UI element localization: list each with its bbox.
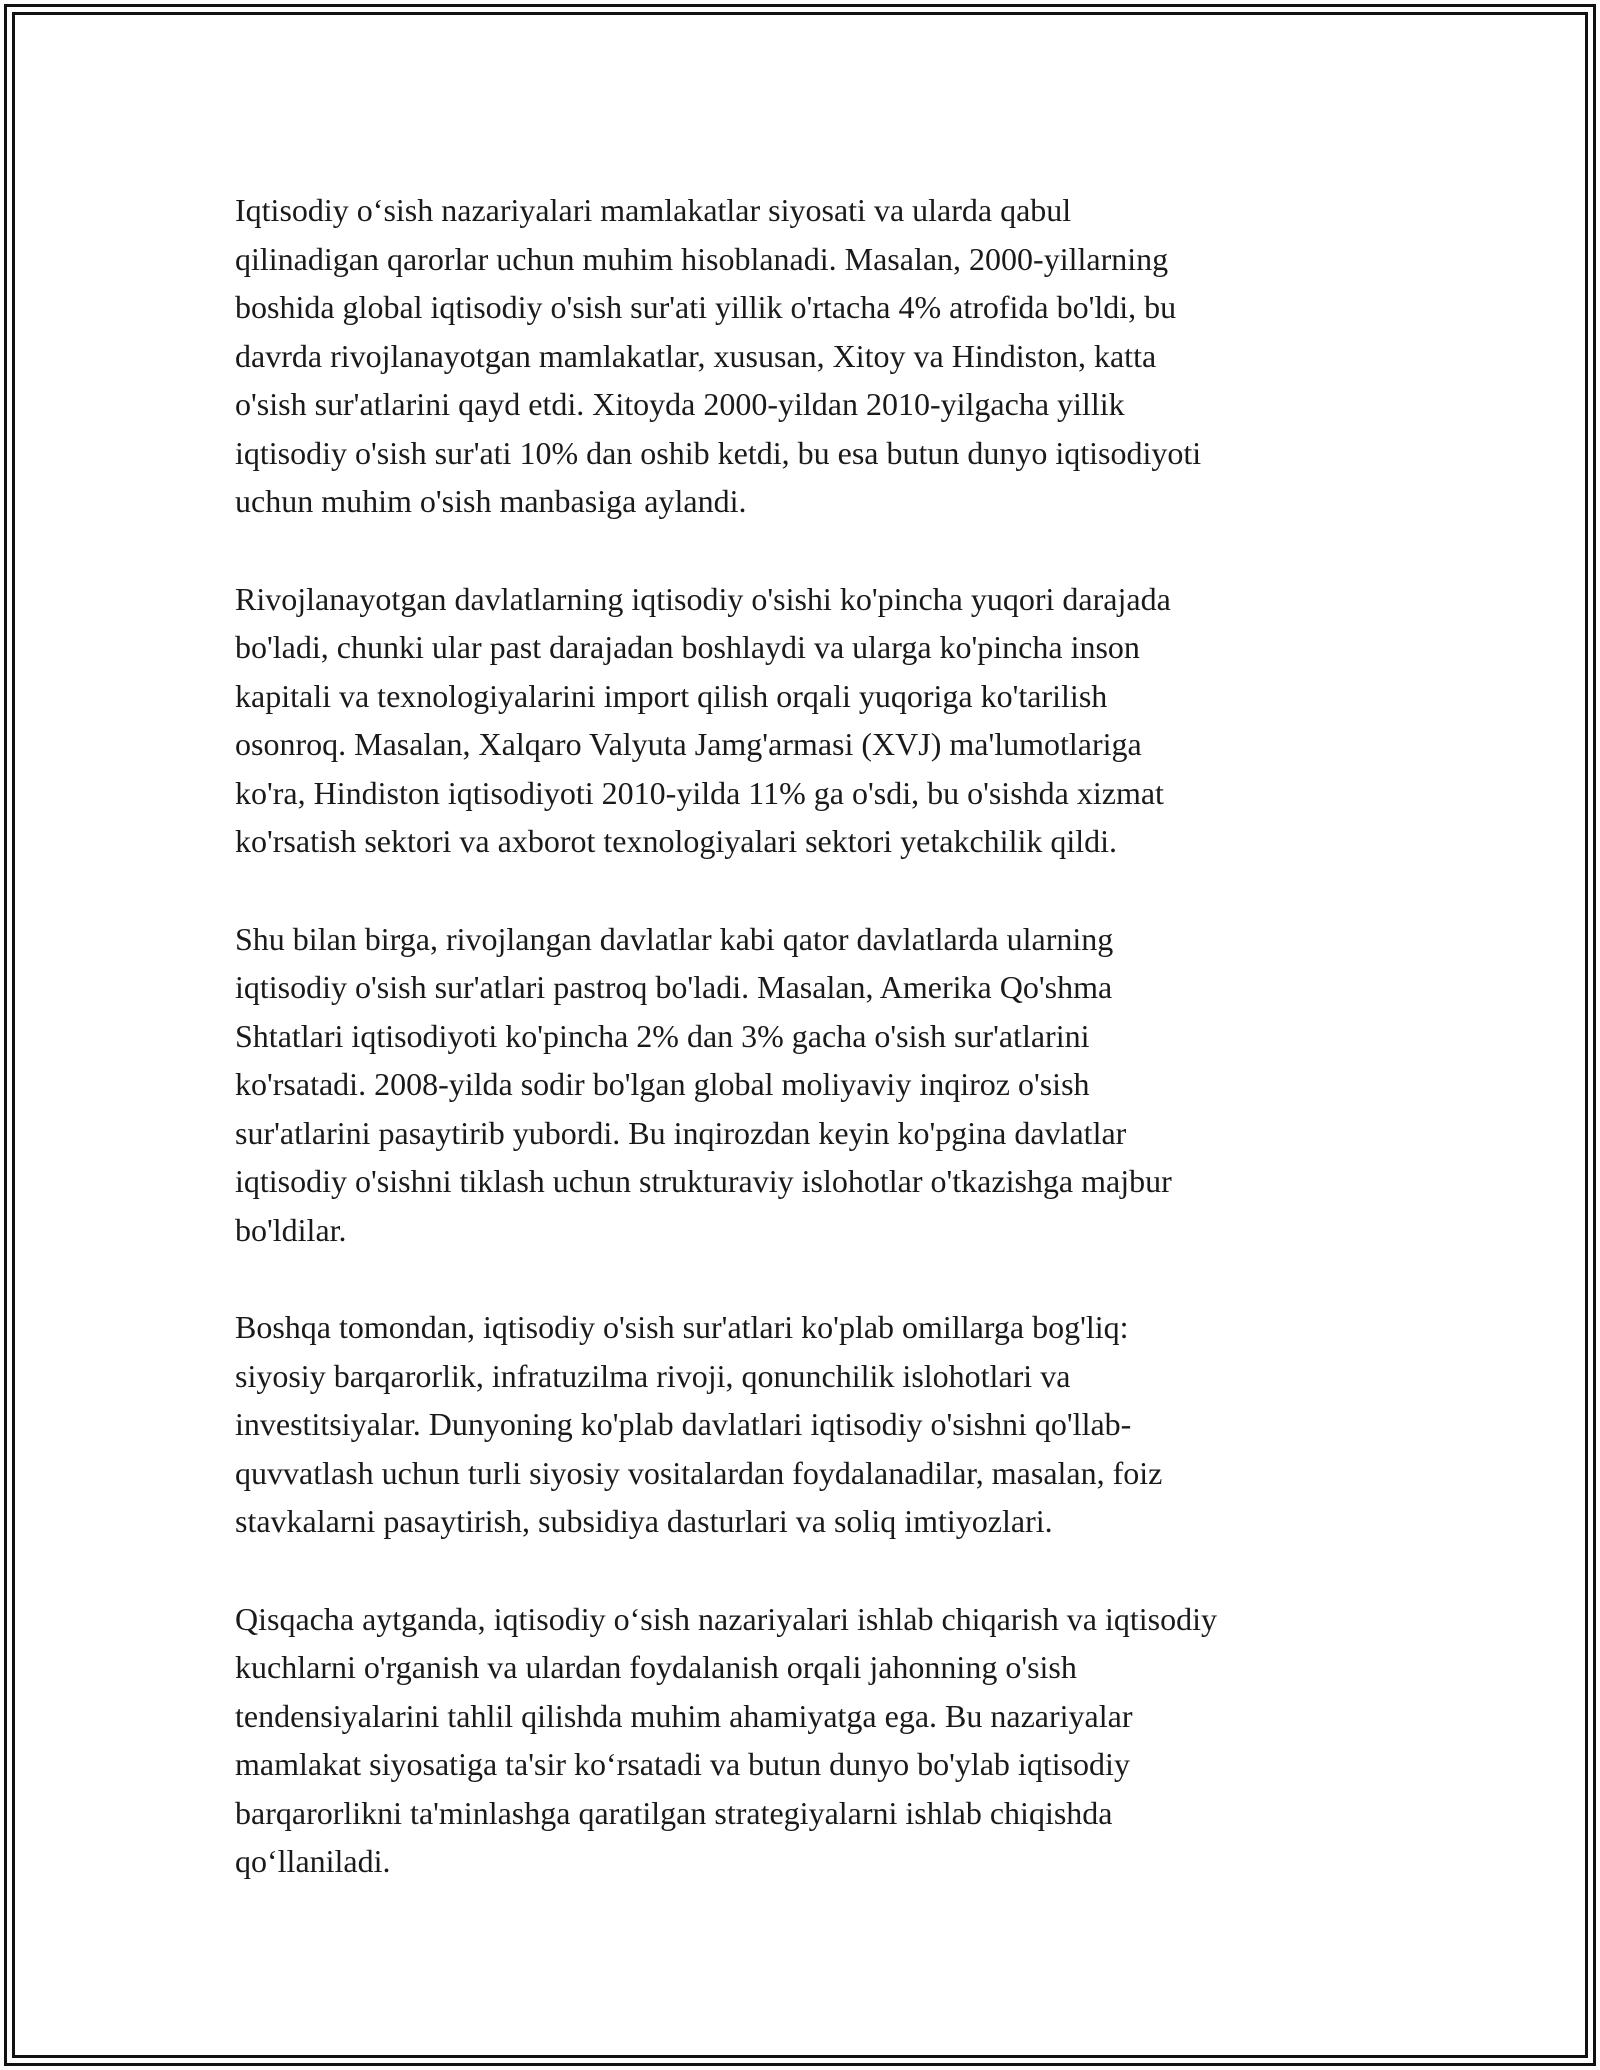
text-line: Shtatlari iqtisodiyoti ko'pincha 2% dan 3% gacha o'sish sur'atlarini [235,1017,1090,1054]
text-line: ko'ra, Hindiston iqtisodiyoti 2010-yilda 11% ga o'sdi, bu o'sishda xizmat [235,774,1164,811]
text-line: stavkalarni pasaytirish, subsidiya dasturlari va soliq imtiyozlari. [235,1503,1053,1539]
text-line: Shu bilan birga, rivojlangan davlatlar kabi qator davlatlarda ularning [235,920,1114,957]
paragraph-3 [235,915,1385,1255]
document-body [235,186,1385,1935]
text-line: iqtisodiy o'sish sur'atlari pastroq bo'ladi. Masalan, Amerika Qo'shma [235,969,1113,1005]
text-line: ko'rsatish sektori va axborot texnologiyalari sektori yetakchilik qildi. [235,823,1118,859]
paragraph-2 [235,575,1385,866]
text-line: qo‘llaniladi. [235,1843,391,1879]
text-line: tendensiyalarini tahlil qilishda muhim ahamiyatga ega. Bu nazariyalar [235,1697,1133,1734]
text-line: bo'ldilar. [235,1211,347,1248]
text-line: barqarorlikni ta'minlashga qaratilgan strategiyalarni ishlab chiqishda [235,1794,1113,1831]
text-line: mamlakat siyosatiga ta'sir ko‘rsatadi va butun dunyo bo'ylab iqtisodiy [235,1746,1130,1782]
text-line: Rivojlanayotgan davlatlarning iqtisodiy o'sishi ko'pincha yuqori darajada [235,580,1171,617]
text-line: iqtisodiy o'sish sur'ati 10% dan oshib ketdi, bu esa butun dunyo iqtisodiyoti [235,434,1202,471]
text-line: investitsiyalar. Dunyoning ko'plab davlatlari iqtisodiy o'sishni qo'llab- [235,1406,1132,1442]
text-line: boshida global iqtisodiy o'sish sur'ati yillik o'rtacha 4% atrofida bo'ldi, bu [235,289,1177,325]
text-line: davrda rivojlanayotgan mamlakatlar, xususan, Xitoy va Hindiston, katta [235,337,1157,374]
text-line: ko'rsatadi. 2008-yilda sodir bo'lgan global moliyaviy inqiroz o'sish [235,1066,1090,1102]
text-line: kuchlarni o'rganish va ulardan foydalanish orqali jahonning o'sish [235,1649,1077,1685]
text-line: kapitali va texnologiyalarini import qilish orqali yuqoriga ko'tarilish [235,677,1108,714]
text-line: osonroq. Masalan, Xalqaro Valyuta Jamg'armasi (XVJ) ma'lumotlariga [235,726,1142,762]
text-line: siyosiy barqarorlik, infratuzilma rivoji, qonunchilik islohotlari va [235,1357,1071,1394]
text-line: iqtisodiy o'sishni tiklash uchun strukturaviy islohotlar o'tkazishga majbur [235,1163,1172,1199]
paragraph-1 [235,186,1385,526]
text-line: qilinadigan qarorlar uchun muhim hisoblanadi. Masalan, 2000-yillarning [235,240,1169,277]
paragraph-4 [235,1303,1385,1546]
text-line: Iqtisodiy o‘sish nazariyalari mamlakatlar siyosati va ularda qabul [235,192,1072,228]
text-line: Boshqa tomondan, iqtisodiy o'sish sur'atlari ko'plab omillarga bog'liq: [235,1309,1129,1345]
text-line: uchun muhim o'sish manbasiga aylandi. [235,483,747,519]
text-line: o'sish sur'atlarini qayd etdi. Xitoyda 2000-yildan 2010-yilgacha yillik [235,386,1125,422]
text-line: quvvatlash uchun turli siyosiy vositalardan foydalanadilar, masalan, foiz [235,1454,1163,1491]
text-line: bo'ladi, chunki ular past darajadan boshlaydi va ularga ko'pincha inson [235,629,1140,665]
paragraph-5 [235,1595,1385,1886]
text-line: sur'atlarini pasaytirib yubordi. Bu inqirozdan keyin ko'pgina davlatlar [235,1114,1127,1151]
text-line: Qisqacha aytganda, iqtisodiy o‘sish nazariyalari ishlab chiqarish va iqtisodiy [235,1600,1217,1637]
